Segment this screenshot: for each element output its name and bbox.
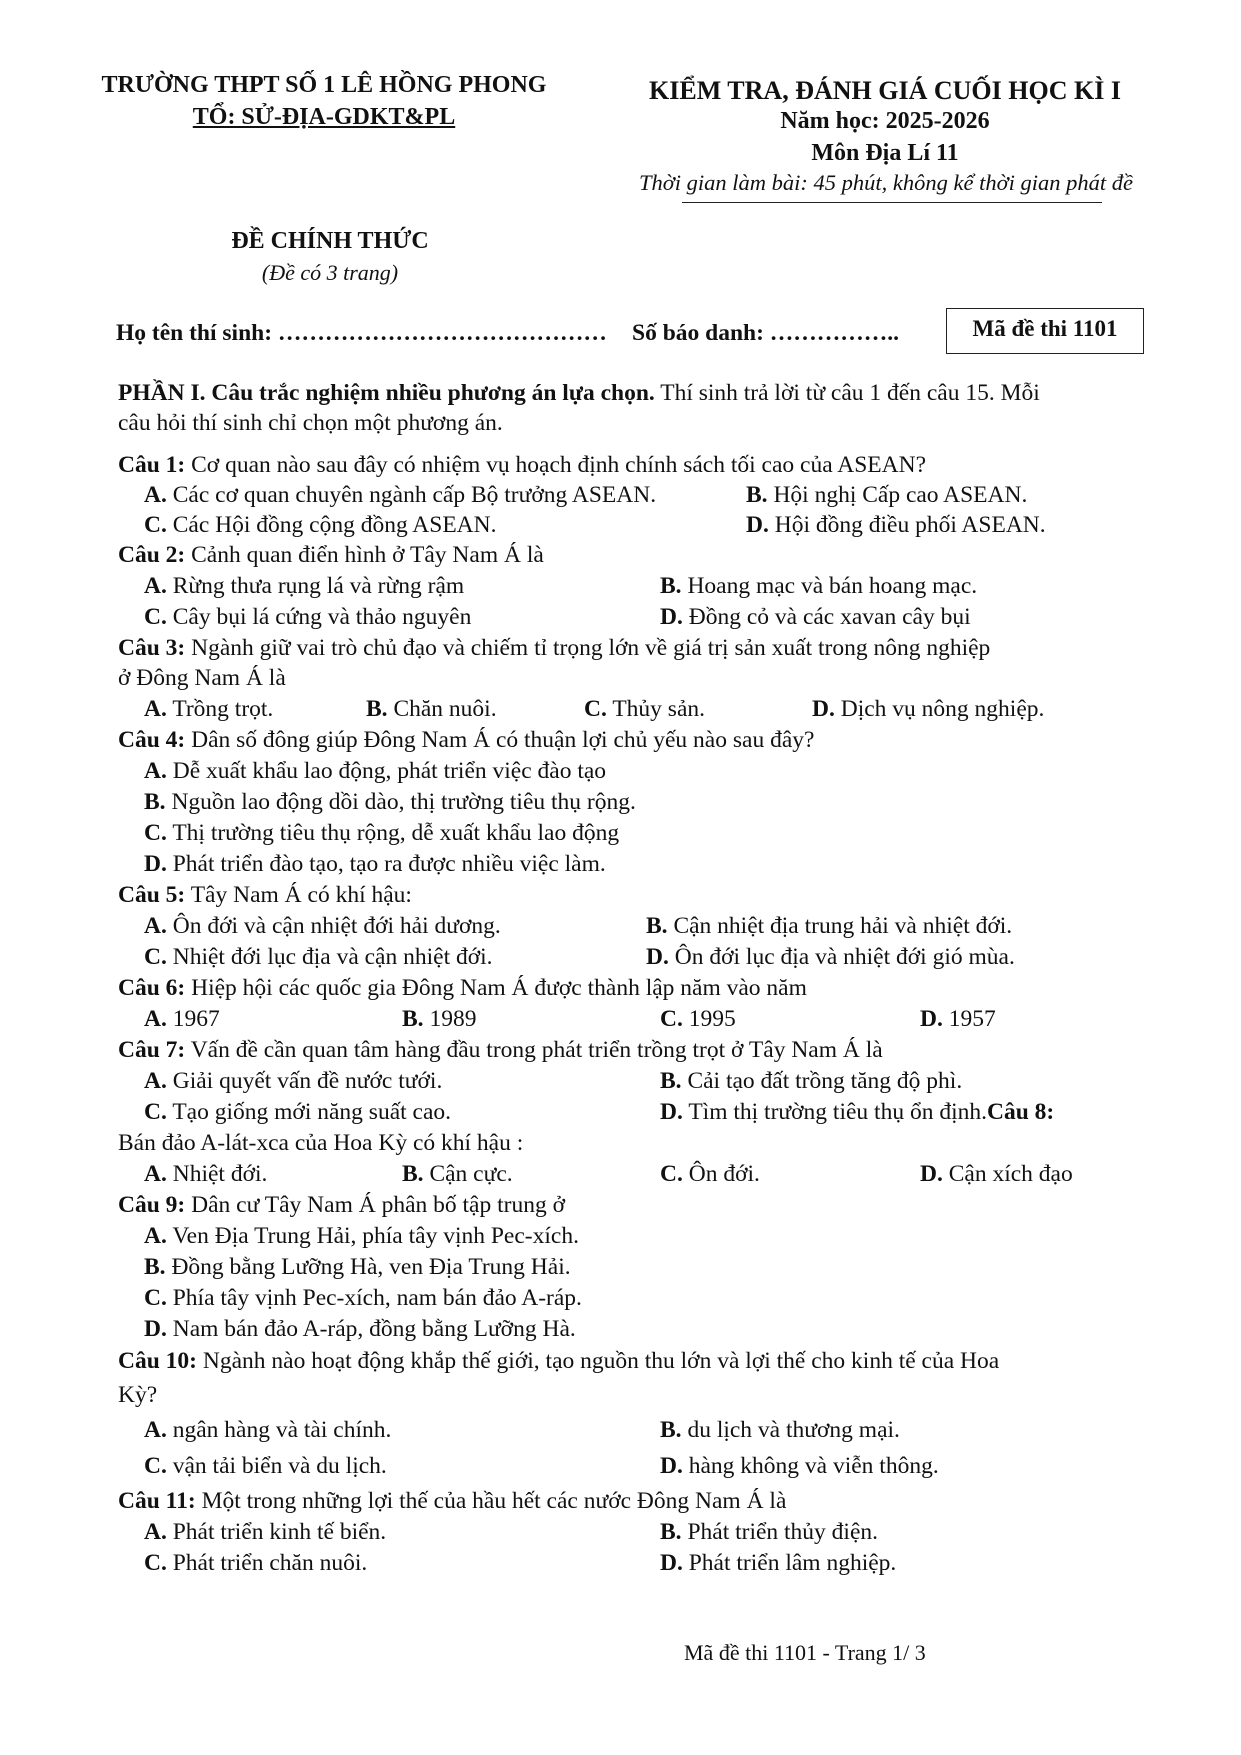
q4-option-d[interactable] (144, 849, 606, 880)
q10-option-b[interactable] (660, 1415, 900, 1446)
option-letter: C. (144, 1550, 167, 1576)
question-text: Dân cư Tây Nam Á phân bố tập trung ở (185, 1192, 566, 1218)
part1-title-line (118, 378, 1040, 409)
option-text: Đồng bằng Lưỡng Hà, ven Địa Trung Hải. (171, 1254, 571, 1280)
question-10-cont: Kỳ? (118, 1382, 158, 1408)
option-text: ngân hàng và tài chính. (172, 1417, 392, 1443)
q3-option-d[interactable] (812, 694, 1044, 725)
option-text: Nhiệt đới. (172, 1161, 268, 1187)
option-letter: C. (144, 1099, 167, 1125)
question-text: Tây Nam Á có khí hậu: (185, 882, 412, 908)
option-letter: B. (144, 789, 166, 815)
q10-option-c[interactable] (144, 1451, 387, 1482)
question-label: Câu 2: (118, 542, 186, 568)
option-text: Nguồn lao động dồi dào, thị trường tiêu thụ rộng. (171, 789, 636, 815)
option-text: Hoang mạc và bán hoang mạc. (687, 573, 978, 599)
question-2 (118, 540, 544, 571)
option-letter: A. (144, 482, 167, 508)
option-letter: D. (646, 944, 669, 970)
q6-option-b[interactable] (402, 1004, 476, 1035)
q7-option-d[interactable] (660, 1097, 1054, 1128)
part1-instruction-2: câu hỏi thí sinh chỉ chọn một phương án. (118, 410, 503, 436)
option-text: 1989 (429, 1006, 477, 1032)
option-letter: A. (144, 1068, 167, 1094)
option-text: Tìm thị trường tiêu thụ ổn định. (688, 1099, 987, 1125)
option-text: Rừng thưa rụng lá và rừng rậm (172, 573, 465, 599)
candidate-number[interactable]: Số báo danh: …………….. (632, 320, 900, 346)
option-text: Các cơ quan chuyên ngành cấp Bộ trưởng ASEAN. (172, 482, 657, 508)
q8-option-b[interactable] (402, 1159, 513, 1190)
q10-option-a[interactable] (144, 1415, 391, 1446)
option-letter: C. (660, 1161, 683, 1187)
subject: Môn Địa Lí 11 (811, 140, 959, 166)
option-letter: A. (144, 1417, 167, 1443)
q1-option-c[interactable] (144, 510, 497, 541)
option-text: Nhiệt đới lục địa và cận nhiệt đới. (172, 944, 493, 970)
option-letter: B. (660, 1519, 682, 1545)
option-text: Nam bán đảo A-ráp, đồng bằng Lưỡng Hà. (172, 1316, 576, 1342)
q8-option-c[interactable] (660, 1159, 760, 1190)
option-text: Các Hội đồng cộng đồng ASEAN. (172, 512, 497, 538)
option-letter: B. (646, 913, 668, 939)
page-footer: Mã đề thi 1101 - Trang 1/ 3 (684, 1640, 926, 1665)
option-text: Ôn đới lục địa và nhiệt đới gió mùa. (674, 944, 1015, 970)
option-text: Cây bụi lá cứng và thảo nguyên (172, 604, 472, 630)
question-8: Bán đảo A-lát-xca của Hoa Kỳ có khí hậu : (118, 1130, 524, 1156)
option-text: Giải quyết vấn đề nước tưới. (172, 1068, 443, 1094)
option-text: Dễ xuất khẩu lao động, phát triển việc đào tạo (172, 758, 607, 784)
question-label: Câu 10: (118, 1348, 197, 1374)
q11-option-a[interactable] (144, 1517, 386, 1548)
q2-option-d[interactable] (660, 602, 971, 633)
q4-option-c[interactable] (144, 818, 619, 849)
part1-title: PHẦN I. Câu trắc nghiệm nhiều phương án lựa chọn. (118, 380, 655, 406)
exam-code: Mã đề thi 1101 (972, 316, 1118, 341)
q5-option-c[interactable] (144, 942, 493, 973)
option-text: 1995 (688, 1006, 736, 1032)
option-text: Ôn đới và cận nhiệt đới hải dương. (172, 913, 501, 939)
option-text: 1957 (948, 1006, 996, 1032)
option-letter: C. (144, 1453, 167, 1479)
q5-option-d[interactable] (646, 942, 1015, 973)
pages-note: (Đề có 3 trang) (261, 260, 399, 285)
option-letter: B. (402, 1161, 424, 1187)
option-text: Phát triển chăn nuôi. (172, 1550, 368, 1576)
option-letter: D. (660, 604, 683, 630)
option-text: Tạo giống mới năng suất cao. (172, 1099, 452, 1125)
question-label: Câu 5: (118, 882, 186, 908)
q9-option-d[interactable] (144, 1314, 576, 1345)
header-rule (682, 202, 1102, 203)
option-text: 1967 (172, 1006, 220, 1032)
question-5 (118, 880, 412, 911)
q11-option-d[interactable] (660, 1548, 896, 1579)
q2-option-a[interactable] (144, 571, 464, 602)
option-text: Hội nghị Cấp cao ASEAN. (773, 482, 1028, 508)
question-8-label: Câu 8: (986, 1099, 1055, 1125)
option-text: Ôn đới. (688, 1161, 760, 1187)
option-letter: B. (144, 1254, 166, 1280)
q9-option-b[interactable] (144, 1252, 571, 1283)
option-text: Phát triển đào tạo, tạo ra được nhiều việc làm. (172, 851, 606, 877)
q2-option-b[interactable] (660, 571, 977, 602)
department-name: TỔ: SỬ-ĐỊA-GDKT&PL (192, 104, 456, 130)
question-text: Ngành giữ vai trò chủ đạo và chiếm tỉ trọng lớn về giá trị sản xuất trong nông nghiệp (185, 635, 991, 661)
option-letter: B. (402, 1006, 424, 1032)
question-label: Câu 6: (118, 975, 186, 1001)
q11-option-c[interactable] (144, 1548, 367, 1579)
option-letter: D. (660, 1550, 683, 1576)
question-3 (118, 633, 990, 664)
question-3-cont: ở Đông Nam Á là (118, 665, 286, 691)
question-9 (118, 1190, 565, 1221)
question-text: Cảnh quan điển hình ở Tây Nam Á là (185, 542, 544, 568)
q4-option-b[interactable] (144, 787, 636, 818)
exam-title: KIỂM TRA, ĐÁNH GIÁ CUỐI HỌC KÌ I (649, 76, 1121, 105)
option-letter: D. (144, 1316, 167, 1342)
q3-option-a[interactable] (144, 694, 273, 725)
option-text: Đồng cỏ và các xavan cây bụi (688, 604, 971, 630)
question-label: Câu 9: (118, 1192, 186, 1218)
option-letter: A. (144, 913, 167, 939)
option-text: Phát triển thủy điện. (687, 1519, 879, 1545)
question-7 (118, 1035, 883, 1066)
question-text: Một trong những lợi thế của hầu hết các nước Đông Nam Á là (195, 1488, 787, 1514)
candidate-name[interactable]: Họ tên thí sinh: …………………………………… (116, 320, 607, 346)
option-text: Thị trường tiêu thụ rộng, dễ xuất khẩu lao động (172, 820, 620, 846)
option-letter: C. (144, 512, 167, 538)
option-text: Dịch vụ nông nghiệp. (840, 696, 1045, 722)
question-label: Câu 7: (118, 1037, 186, 1063)
option-letter: A. (144, 758, 167, 784)
option-text: Hội đồng điều phối ASEAN. (774, 512, 1046, 538)
option-text: Cải tạo đất trồng tăng độ phì. (687, 1068, 963, 1094)
option-letter: D. (660, 1099, 683, 1125)
option-text: Phát triển kinh tế biển. (172, 1519, 387, 1545)
option-text: Cận cực. (429, 1161, 513, 1187)
option-letter: A. (144, 573, 167, 599)
option-letter: C. (660, 1006, 683, 1032)
option-letter: C. (584, 696, 607, 722)
q7-option-b[interactable] (660, 1066, 962, 1097)
question-11 (118, 1486, 786, 1517)
option-text: Phát triển lâm nghiệp. (688, 1550, 897, 1576)
school-year: Năm học: 2025-2026 (780, 108, 990, 134)
option-letter: B. (746, 482, 768, 508)
q8-option-a[interactable] (144, 1159, 267, 1190)
question-label: Câu 11: (118, 1488, 196, 1514)
question-6 (118, 973, 807, 1004)
option-text: Cận nhiệt địa trung hải và nhiệt đới. (673, 913, 1013, 939)
question-4 (118, 725, 814, 756)
exam-time: Thời gian làm bài: 45 phút, không kể thời gian phát đề (639, 170, 1133, 195)
q9-option-c[interactable] (144, 1283, 582, 1314)
option-letter: B. (660, 1068, 682, 1094)
option-letter: D. (920, 1161, 943, 1187)
option-text: hàng không và viễn thông. (688, 1453, 939, 1479)
option-letter: C. (144, 944, 167, 970)
q9-option-a[interactable] (144, 1221, 579, 1252)
option-letter: A. (144, 696, 167, 722)
q7-option-c[interactable] (144, 1097, 451, 1128)
option-letter: D. (144, 851, 167, 877)
q1-option-a[interactable] (144, 480, 656, 511)
official-label: ĐỀ CHÍNH THỨC (231, 228, 429, 254)
q6-option-a[interactable] (144, 1004, 220, 1035)
option-letter: A. (144, 1223, 167, 1249)
question-label: Câu 1: (118, 452, 186, 478)
option-text: Trồng trọt. (172, 696, 274, 722)
question-10 (118, 1346, 999, 1377)
option-text: Chăn nuôi. (393, 696, 497, 722)
q3-option-c[interactable] (584, 694, 705, 725)
q7-option-a[interactable] (144, 1066, 442, 1097)
option-letter: C. (144, 1285, 167, 1311)
school-name: TRƯỜNG THPT SỐ 1 LÊ HỒNG PHONG (101, 72, 547, 98)
option-text: du lịch và thương mại. (687, 1417, 900, 1443)
q1-option-d[interactable] (746, 510, 1046, 541)
q5-option-a[interactable] (144, 911, 501, 942)
option-text: Ven Địa Trung Hải, phía tây vịnh Pec-xích. (172, 1223, 579, 1249)
option-letter: D. (660, 1453, 683, 1479)
option-text: vận tải biển và du lịch. (172, 1453, 387, 1479)
option-text: Thủy sản. (612, 696, 705, 722)
option-letter: C. (144, 820, 167, 846)
question-text: Vấn đề cần quan tâm hàng đầu trong phát triển trồng trọt ở Tây Nam Á là (185, 1037, 883, 1063)
q2-option-c[interactable] (144, 602, 471, 633)
q10-option-d[interactable] (660, 1451, 939, 1482)
question-1 (118, 450, 926, 481)
option-letter: B. (366, 696, 388, 722)
question-text: Dân số đông giúp Đông Nam Á có thuận lợi chủ yếu nào sau đây? (185, 727, 815, 753)
option-letter: C. (144, 604, 167, 630)
part1-instruction: Thí sinh trả lời từ câu 1 đến câu 15. Mỗi (654, 380, 1040, 406)
q4-option-a[interactable] (144, 756, 606, 787)
option-text: Cận xích đạo (948, 1161, 1073, 1187)
q8-option-d[interactable] (920, 1159, 1073, 1190)
q5-option-b[interactable] (646, 911, 1012, 942)
option-letter: D. (746, 512, 769, 538)
question-label: Câu 3: (118, 635, 186, 661)
q3-option-b[interactable] (366, 694, 497, 725)
q1-option-b[interactable] (746, 480, 1027, 511)
option-letter: D. (812, 696, 835, 722)
question-text: Ngành nào hoạt động khắp thế giới, tạo nguồn thu lớn và lợi thế cho kinh tế của Hoa (197, 1348, 1000, 1374)
option-letter: A. (144, 1161, 167, 1187)
q6-option-d[interactable] (920, 1004, 996, 1035)
option-letter: B. (660, 573, 682, 599)
q11-option-b[interactable] (660, 1517, 878, 1548)
option-letter: A. (144, 1519, 167, 1545)
exam-code-box (946, 308, 1144, 354)
option-letter: D. (920, 1006, 943, 1032)
option-letter: B. (660, 1417, 682, 1443)
option-text: Phía tây vịnh Pec-xích, nam bán đảo A-ráp. (172, 1285, 582, 1311)
question-label: Câu 4: (118, 727, 186, 753)
q6-option-c[interactable] (660, 1004, 736, 1035)
question-text: Hiệp hội các quốc gia Đông Nam Á được thành lập năm vào năm (185, 975, 807, 1001)
option-letter: A. (144, 1006, 167, 1032)
question-text: Cơ quan nào sau đây có nhiệm vụ hoạch định chính sách tối cao của ASEAN? (185, 452, 926, 478)
